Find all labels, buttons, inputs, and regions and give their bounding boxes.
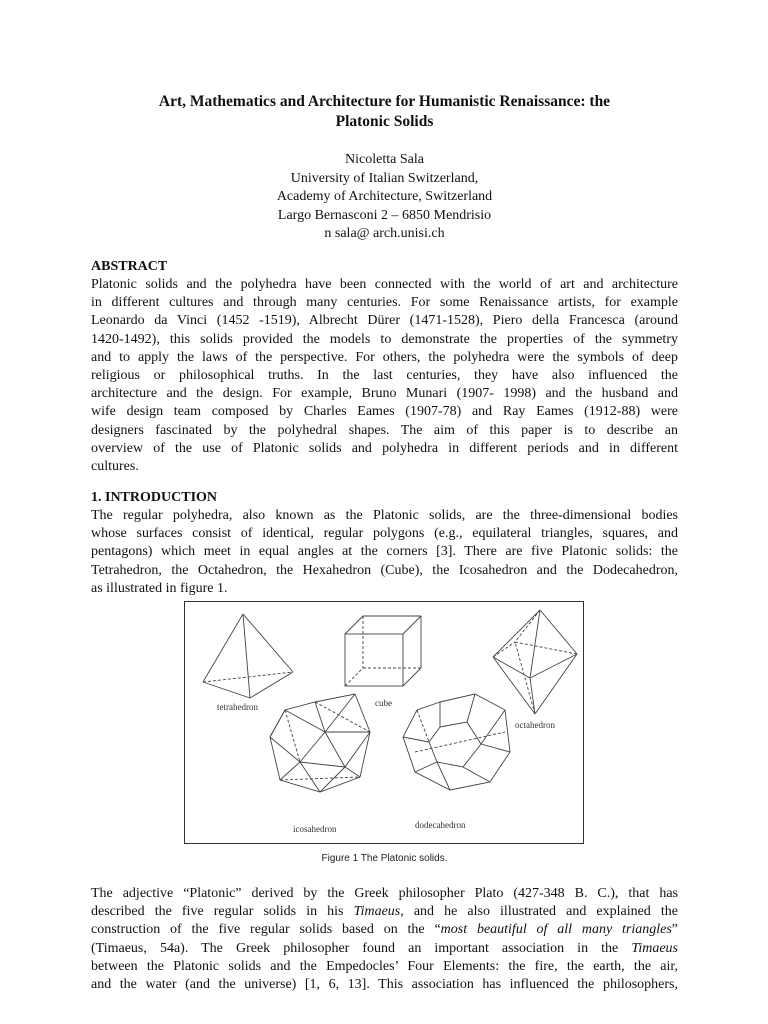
- author-address: Largo Bernasconi 2 – 6850 Mendrisio: [277, 207, 492, 223]
- abstract-line: religious or philosophical truths. In the last centuries, they have also influenced the: [91, 368, 678, 384]
- intro-line: whose surfaces consist of identical, regular polygons (e.g., equilateral triangles, squares, and: [91, 526, 678, 542]
- octahedron-shape: [493, 610, 577, 714]
- abstract-paragraph: [91, 276, 678, 476]
- body-line: [91, 940, 678, 958]
- tetrahedron-shape: [203, 614, 293, 698]
- body-paragraph: [91, 885, 678, 994]
- cube-shape: [345, 616, 421, 686]
- intro-line: pentagons) which meet in equal angles at the corners [3]. There are five Platonic solids: the: [91, 544, 678, 560]
- body-text: described the five regular solids in his: [91, 904, 354, 920]
- icosahedron-shape: [270, 694, 370, 792]
- introduction-paragraph: [91, 507, 678, 598]
- figure-label-octahedron: octahedron: [515, 720, 555, 730]
- abstract-line: overview of the use of Platonic solids and polyhedra in different periods and in different: [91, 440, 678, 456]
- figure-caption: Figure 1 The Platonic solids.: [321, 853, 448, 864]
- body-line: and the water (and the universe) [1, 6, 13]. This association has influenced the philosophers,: [91, 977, 678, 993]
- body-line: [91, 921, 678, 939]
- abstract-line: in different cultures and through many centuries. For some Renaissance artists, for example: [91, 295, 678, 311]
- abstract-line: cultures.: [91, 459, 139, 475]
- author-name: Nicoletta Sala: [345, 152, 424, 167]
- body-line: The adjective “Platonic” derived by the Greek philosopher Plato (427-348 B. C.), that has: [91, 886, 678, 901]
- body-text: , and he also illustrated and explained the: [400, 904, 678, 920]
- intro-line: The regular polyhedra, also known as the Platonic solids, are the three-dimensional bodies: [91, 508, 678, 523]
- body-text: construction of the five regular solids based on the “: [91, 922, 441, 938]
- abstract-line: and to apply the laws of the perspective. For others, the polyhedra were the symbols of deep: [91, 349, 678, 365]
- platonic-solids-figure: [184, 601, 584, 844]
- figure-label-dodecahedron: dodecahedron: [415, 820, 466, 830]
- body-text: ”: [671, 922, 679, 938]
- title-line-2: Platonic Solids: [335, 113, 434, 130]
- body-italic: Timaeus: [631, 940, 678, 956]
- author-block: [91, 151, 678, 244]
- figure-label-icosahedron: icosahedron: [293, 824, 337, 834]
- figure-label-cube: cube: [375, 698, 392, 708]
- figure-label-tetrahedron: tetrahedron: [217, 702, 258, 712]
- abstract-line: Platonic solids and the polyhedra have been connected with the world of art and architecture: [91, 277, 678, 292]
- body-italic: Timaeus: [353, 904, 401, 920]
- body-italic: most beautiful of all many triangles: [440, 922, 672, 938]
- abstract-line: wife design team composed by Charles Eames (1907-78) and Ray Eames (1912-88) were: [91, 404, 678, 420]
- title-line-1: Art, Mathematics and Architecture for Humanistic Renaissance: the: [158, 93, 611, 110]
- body-line: [91, 903, 678, 921]
- abstract-line: architecture and the design. For example, Bruno Munari (1907- 1998) and the husband and: [91, 386, 678, 402]
- author-affiliation-2: Academy of Architecture, Switzerland: [276, 189, 493, 204]
- abstract-heading: ABSTRACT: [91, 259, 168, 274]
- body-line: between the Platonic solids and the Empedocles’ Four Elements: the fire, the earth, the air,: [91, 958, 678, 974]
- intro-line: as illustrated in figure 1.: [91, 580, 228, 596]
- intro-line: Tetrahedron, the Octahedron, the Hexahedron (Cube), the Icosahedron and the Dodecahedron,: [91, 562, 678, 578]
- platonic-solids-drawing: [185, 602, 583, 843]
- author-email: n sala@ arch.unisi.ch: [324, 226, 445, 241]
- abstract-line: 1420-1492), this solids provided the models to demonstrate the properties of the symmetry: [91, 331, 678, 347]
- abstract-line: Leonardo da Vinci (1452 -1519), Albrecht Dürer (1471-1528), Piero della Francesca (around: [91, 313, 678, 329]
- introduction-heading: 1. INTRODUCTION: [91, 490, 218, 505]
- paper-title: [91, 92, 678, 132]
- abstract-line: designers fascinated by the polyhedral shapes. The aim of this paper is to describe an: [91, 422, 678, 438]
- body-text: (Timaeus, 54a). The Greek philosopher found an important association in the: [91, 940, 632, 956]
- dodecahedron-shape: [403, 694, 510, 790]
- author-affiliation-1: University of Italian Switzerland,: [290, 170, 479, 186]
